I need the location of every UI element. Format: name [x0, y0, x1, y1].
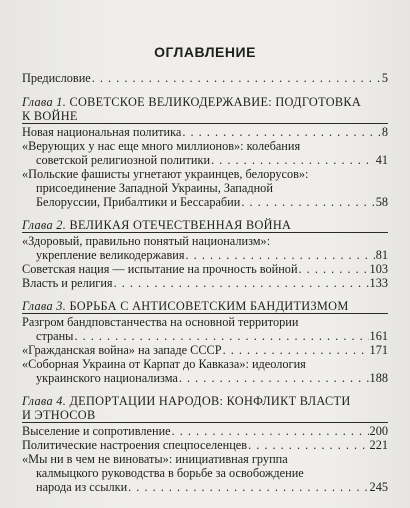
toc-entry-title: народа из ссылки	[36, 480, 128, 494]
toc-entry-title: украинского национализма	[36, 371, 178, 385]
toc-entry	[22, 329, 388, 343]
toc-entry-title: советской религиозной политики	[36, 153, 211, 167]
chapter-rule	[22, 422, 388, 423]
leader-dots	[172, 424, 369, 438]
leader-dots	[74, 329, 368, 343]
chapter-section	[22, 299, 388, 385]
toc-page-number: 188	[369, 371, 388, 385]
toc-page-number: 103	[369, 262, 388, 276]
toc-entry-line: «Соборная Украина от Карпат до Кавказа»: идеология	[22, 357, 306, 371]
toc-entry-line: калмыцкого руководства в борьбе за освобождение	[36, 466, 304, 480]
toc-page-number: 58	[375, 195, 388, 209]
toc-entry	[22, 195, 388, 209]
chapter-section	[22, 95, 388, 209]
chapter-heading	[22, 394, 388, 408]
toc-entry-line: «Верующих у нас еще много миллионов»: колебания	[22, 139, 301, 153]
leader-dots	[128, 480, 368, 494]
chapter-title: ДЕПОРТАЦИИ НАРОДОВ: КОНФЛИКТ ВЛАСТИ	[69, 394, 351, 408]
toc-page-number: 41	[375, 153, 388, 167]
toc-entry-title: Советская нация — испытание на прочность войной	[22, 262, 298, 276]
toc-entry-line: Разгром бандповстанчества на основной территории	[22, 315, 299, 329]
toc-page-number: 171	[369, 343, 388, 357]
chapter-title: ВЕЛИКАЯ ОТЕЧЕСТВЕННАЯ ВОЙНА	[69, 218, 292, 232]
toc-entry-title: Власть и религия	[22, 276, 113, 290]
leader-dots	[223, 343, 369, 357]
toc-entry-title: Предисловие	[22, 71, 91, 85]
toc-page-number: 200	[369, 424, 388, 438]
toc-page-number: 161	[369, 329, 388, 343]
leader-dots	[299, 262, 369, 276]
chapter-heading	[22, 408, 388, 422]
toc-page-number: 245	[369, 480, 388, 494]
toc-page-number: 81	[375, 248, 388, 262]
leader-dots	[182, 125, 380, 139]
toc-entry	[22, 480, 388, 494]
chapter-heading	[22, 218, 388, 232]
toc-entry	[22, 125, 388, 139]
toc-entry-line: «Польские фашисты угнетают украинцев, белорусов»:	[22, 167, 309, 181]
toc-entry-title: Белоруссии, Прибалтики и Бессарабии	[36, 195, 241, 209]
chapter-rule	[22, 313, 388, 314]
leader-dots	[114, 276, 369, 290]
chapter-label: Глава 4.	[22, 394, 67, 408]
toc-entry-line: присоединение Западной Украины, Западной	[36, 181, 273, 195]
chapter-title: СОВЕТСКОЕ ВЕЛИКОДЕРЖАВИЕ: ПОДГОТОВКА	[69, 95, 362, 109]
chapter-heading	[22, 95, 388, 109]
toc-entry-title: Выселение и сопротивление	[22, 424, 171, 438]
leader-dots	[179, 371, 369, 385]
chapter-rule	[22, 232, 388, 233]
toc-entry	[22, 262, 388, 276]
chapter-label: Глава 3.	[22, 299, 67, 313]
chapter-title: К ВОЙНЕ	[22, 109, 78, 123]
chapter-rule	[22, 123, 388, 124]
toc-entry-line: «Здоровый, правильно понятый национализм»:	[22, 234, 271, 248]
toc-page-number: 133	[369, 276, 388, 290]
toc-entry	[22, 424, 388, 438]
toc-entry	[22, 371, 388, 385]
chapter-heading	[22, 109, 388, 123]
leader-dots	[248, 438, 368, 452]
leader-dots	[241, 195, 374, 209]
toc-entry	[22, 343, 388, 357]
leader-dots	[186, 248, 375, 262]
toc-entry-title: страны	[36, 329, 74, 343]
toc-entry-preface	[22, 71, 388, 85]
toc-entry	[22, 248, 388, 262]
chapter-title: И ЭТНОСОВ	[22, 408, 96, 422]
toc-entry-title: Политические настроения спецпоселенцев	[22, 438, 248, 452]
toc-entry	[22, 153, 388, 167]
toc-entry	[22, 438, 388, 452]
leader-dots	[92, 71, 381, 85]
chapter-title: БОРЬБА С АНТИСОВЕТСКИМ БАНДИТИЗМОМ	[69, 299, 349, 313]
leader-dots	[211, 153, 375, 167]
toc-page-number: 8	[381, 125, 388, 139]
table-of-contents	[22, 71, 388, 494]
chapter-list	[22, 95, 388, 494]
chapter-label: Глава 2.	[22, 218, 67, 232]
chapter-section	[22, 218, 388, 290]
chapter-section	[22, 394, 388, 494]
toc-entry-title: Новая национальная политика	[22, 125, 182, 139]
chapter-label: Глава 1.	[22, 95, 67, 109]
page-title: ОГЛАВЛЕНИЕ	[154, 44, 256, 60]
toc-page-number: 221	[369, 438, 388, 452]
toc-entry-line: «Мы ни в чем не виноваты»: инициативная группа	[22, 452, 288, 466]
chapter-heading	[22, 299, 388, 313]
toc-entry	[22, 276, 388, 290]
toc-page-number: 5	[381, 71, 388, 85]
toc-entry-title: укрепление великодержавия	[36, 248, 185, 262]
toc-entry-title: «Гражданская война» на западе СССР	[22, 343, 222, 357]
